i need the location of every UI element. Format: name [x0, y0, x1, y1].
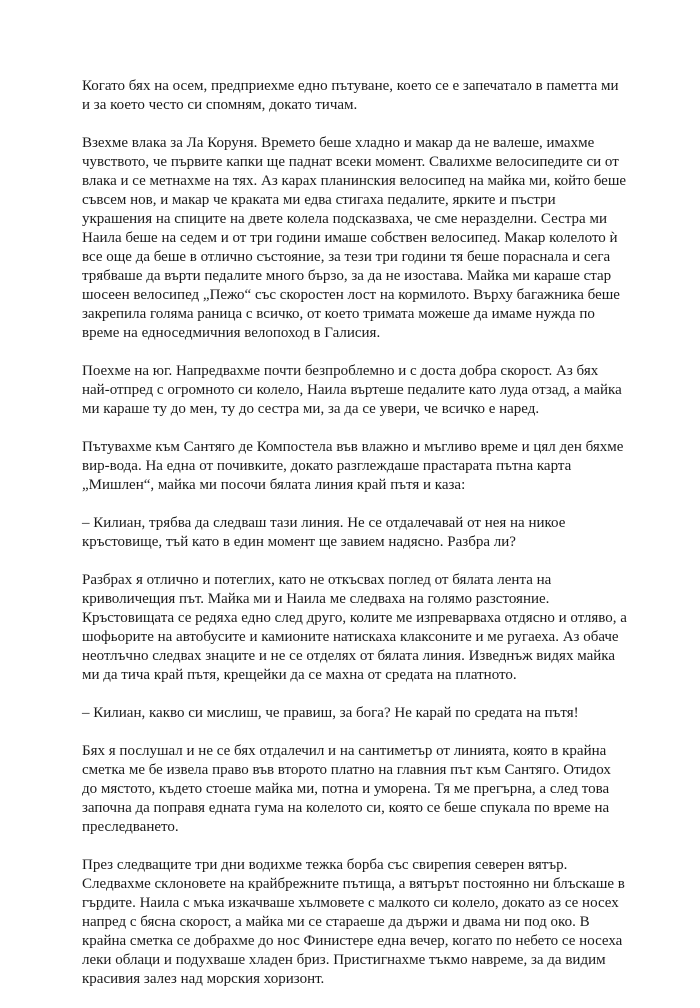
- paragraph: Поехме на юг. Напредвахме почти безпроблемно и с доста добра скорост. Аз бях най-отпред с огромното си колело, Наила въртеше педалите като луда отзад, а майка ми караше ту до мен, ту до сестра ми, за да се увери, че всичко е наред.: [82, 363, 622, 417]
- paragraph: Взехме влака за Ла Коруня. Времето беше хладно и макар да не валеше, имахме чувството, че първите капки ще паднат всеки момент. Свалихме велосипедите си от влака и се метнахме на тях. Аз карах планинския велосипед на майка ми, който беше съвсем нов, и макар че краката ми едва стигаха педалите, ярките и пъстри украшения на спиците на двете колела подсказваха, че сме неразделни. Сестра ми Наила беше на седем и от три години имаше собствен велосипед. Макар колелото ѝ все още да беше в отлично състояние, за тези три години тя беше пораснала и сега трябваше да върти педалите много бързо, за да не изостава. Майка ми караше стар шосеен велосипед „Пежо“ със скоростен лост на кормилото. Върху багажника беше закрепила голяма раница с всичко, от което тримата можеше да имаме нужда по време на едноседмичния велопоход в Галисия.: [82, 135, 627, 341]
- paragraph: През следващите три дни водихме тежка борба със свирепия северен вятър. Следвахме склоновете на крайбрежните пътища, а вятърът постоянно ни блъскаше в гърдите. Наила с мъка изкачваше хълмовете с малкото си колело, докато аз се носех напред с бясна скорост, а майка ми се стараеше да държи и двама ни под око. В крайна сметка се добрахме до нос Финистере една вечер, когато по небето се носеха леки облаци и подухваше хладен бриз. Пристигнахме тъкмо навреме, за да видим красивия залез над морския хоризонт.: [82, 857, 625, 987]
- paragraph: Разбрах я отлично и потеглих, като не откъсвах поглед от бялата лента на криволичещия път. Майка ми и Наила ме следваха на голямо разстояние. Кръстовищата се редяха едно след друго, колите ме изпреварваха отдясно и отляво, а шофьорите на автобусите и камионите натискаха клаксоните и ме ругаеха. Аз обаче неотлъчно следвах знаците и не се отделях от бялата линия. Изведнъж видях майка ми да тича край пътя, крещейки да се махна от средата на платното.: [82, 572, 627, 683]
- paragraph: Пътувахме към Сантяго де Компостела във влажно и мъгливо време и цял ден бяхме вир-вода. На една от почивките, докато разглеждаше прастарата пътна карта „Мишлен“, майка ми посочи бялата линия край пътя и каза:: [82, 439, 624, 493]
- paragraph: Бях я послушал и не се бях отдалечил и на сантиметър от линията, която в крайна сметка ме бе извела право във второто платно на главния път към Сантяго. Отидох до мястото, където стоеше майка ми, потна и уморена. Тя ме прегърна, а след това започна да поправя едната гума на колелото си, която се беше спукала по време на преследването.: [82, 743, 611, 835]
- paragraph: – Килиан, какво си мислиш, че правиш, за бога? Не карай по средата на пътя!: [82, 705, 579, 721]
- paragraph: – Килиан, трябва да следваш тази линия. Не се отдалечавай от нея на никое кръстовище, тъй като в един момент ще завием надясно. Разбра ли?: [82, 515, 566, 550]
- paragraph: Когато бях на осем, предприехме едно пътуване, което се е запечатало в паметта ми и за което често си спомням, докато тичам.: [82, 78, 619, 113]
- document-body: [82, 77, 627, 1008]
